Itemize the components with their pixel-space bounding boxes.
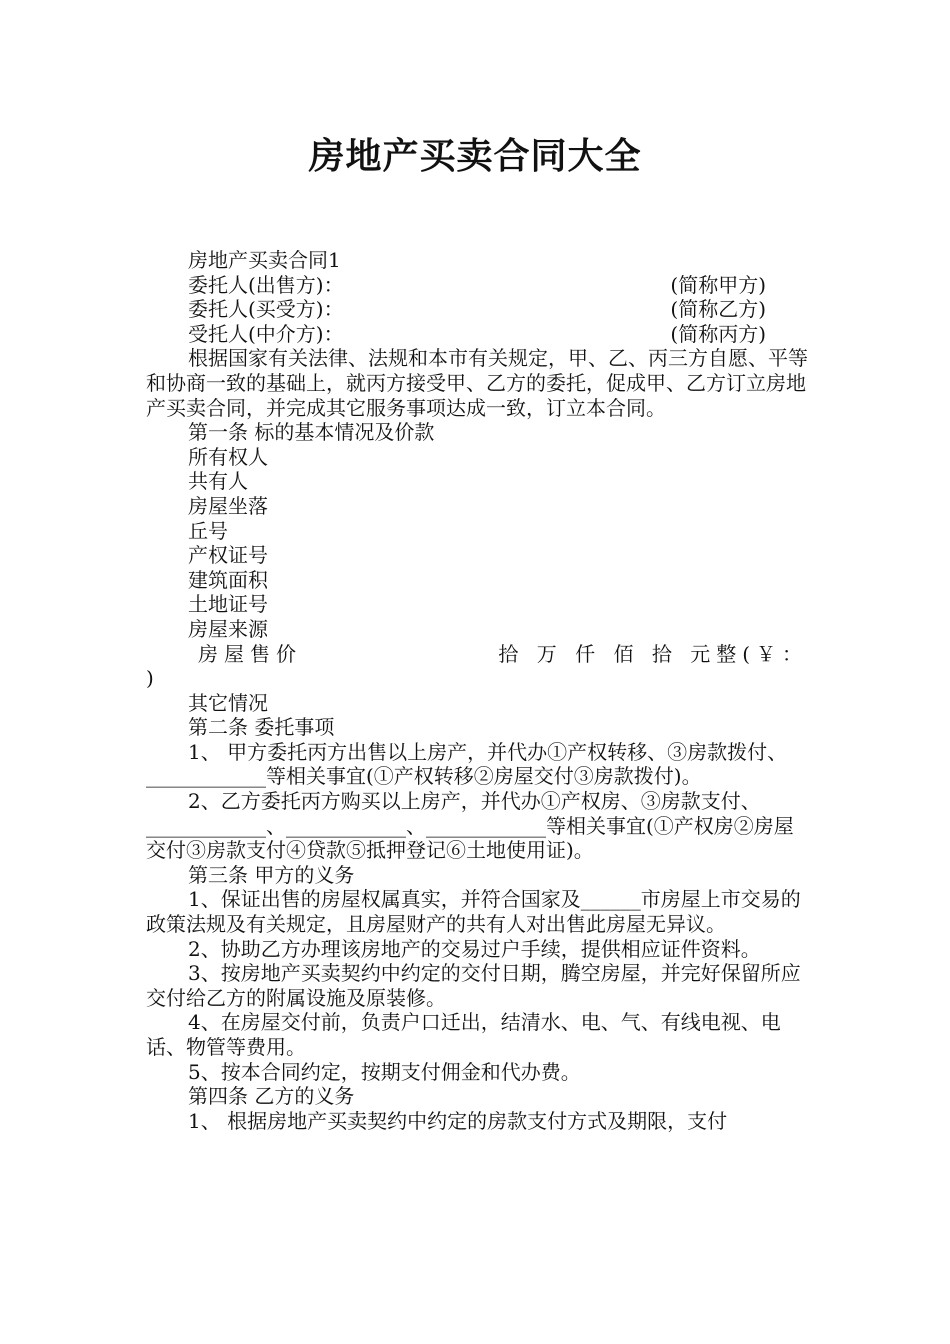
article-3-item-4: 4、在房屋交付前，负责户口迁出，结清水、电、气、有线电视、电话、物管等费用。: [146, 1010, 781, 1059]
article-4-title: 第四条 乙方的义务: [188, 1084, 355, 1109]
price-close: ): [146, 666, 154, 691]
party-row-buyer: [146, 297, 808, 322]
party-abbr: (简称乙方): [670, 297, 766, 322]
document-body: [146, 248, 808, 1133]
party-abbr: (简称丙方): [670, 321, 766, 346]
article-2-title: 第二条 委托事项: [188, 715, 335, 740]
field-floor-area: 建筑面积: [188, 567, 268, 592]
article-1-title: 第一条 标的基本情况及价款: [188, 420, 435, 445]
price-label: 房屋售价: [198, 641, 302, 666]
field-lot-number: 丘号: [188, 518, 228, 543]
price-row: [146, 642, 808, 667]
article-3-item-5: 5、按本合同约定，按期支付佣金和代办费。: [188, 1059, 581, 1084]
article-3-item-3: 3、按房地产买卖契约中约定的交付日期，腾空房屋，并完好保留所应交付给乙方的附属设施及原装修。: [146, 961, 801, 1010]
preamble-paragraph: 根据国家有关法律、法规和本市有关规定，甲、乙、丙三方自愿、平等和协商一致的基础上，就丙方接受甲、乙方的委托，促成甲、乙方订立房地产买卖合同，并完成其它服务事项达成一致，订立本合同。: [146, 346, 808, 420]
party-abbr: (简称甲方): [670, 272, 766, 297]
contract-heading: 房地产买卖合同1: [188, 248, 341, 272]
field-location: 房屋坐落: [188, 493, 268, 518]
party-label: 委托人(出售方)：: [188, 272, 344, 297]
article-3-title: 第三条 甲方的义务: [188, 862, 355, 887]
party-label: 委托人(买受方)：: [188, 297, 344, 322]
article-4-item-1: 1、 根据房地产买卖契约中约定的房款支付方式及期限，支付: [188, 1108, 728, 1133]
document-title: 房地产买卖合同大全: [308, 136, 642, 177]
article-3-item-2: 2、协助乙方办理该房地产的交易过户手续，提供相应证件资料。: [188, 936, 761, 961]
party-label: 受托人(中介方)：: [188, 321, 344, 346]
party-row-seller: [146, 273, 808, 298]
article-2-item-2: 2、乙方委托丙方购买以上房产，并代办①产权房、③房款支付、____________、____________、____________等相关事宜(①产权房②房屋交付③房款支付④贷款⑤抵押登记⑥土地使用证)。: [146, 789, 794, 863]
price-units: 拾 万 仟 佰 拾 元整(￥：: [498, 641, 808, 666]
field-source: 房屋来源: [188, 616, 268, 641]
article-3-item-1: 1、保证出售的房屋权属真实，并符合国家及______市房屋上市交易的政策法规及有关规定，且房屋财产的共有人对出售此房屋无异议。: [146, 887, 801, 937]
field-owner: 所有权人: [188, 444, 268, 469]
article-2-item-1: 1、 甲方委托丙方出售以上房产，并代办①产权转移、③房款拨付、____________等相关事宜(①产权转移②房屋交付③房款拨付)。: [146, 739, 788, 789]
party-row-agent: [146, 322, 808, 347]
other-info: 其它情况: [188, 690, 268, 715]
field-co-owner: 共有人: [188, 469, 248, 494]
field-title-cert: 产权证号: [188, 543, 268, 568]
field-land-cert: 土地证号: [188, 592, 268, 617]
